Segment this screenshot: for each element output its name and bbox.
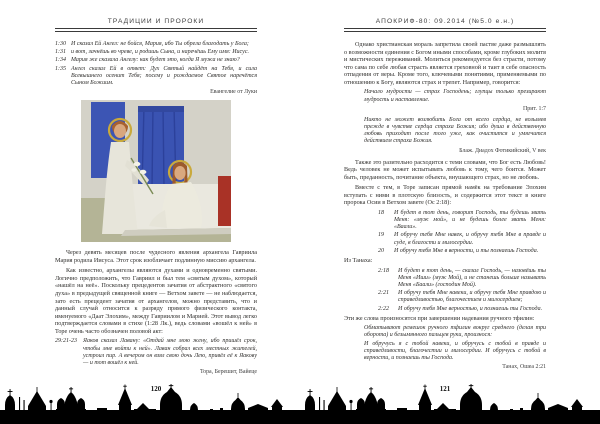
verse-text: и вот, зачнёшь во чреве, и родишь Сына, и наречёшь Ему имя: Иисус. bbox=[71, 49, 250, 56]
verse-row bbox=[55, 57, 257, 64]
torah-quote-block bbox=[55, 338, 257, 375]
verse-text: И сказал Ей Ангел: не бойся, Мария, ибо Ты обрела благодать у Бога; bbox=[71, 41, 249, 47]
verse-number: 1:34 bbox=[55, 57, 66, 64]
verse-row bbox=[378, 306, 546, 313]
page-number-left: 120 bbox=[150, 385, 162, 393]
body-paragraph: Как известно, архангелы являются духами и одновременно святыми. Логично предположить, что Гавриил и был тем «святым духом», который «нашёл на неё». Поскольку прецедентов зачатия от абстрактного «святого духа» в предыдущей священной книге — Ветхом завете — не наблюдается, зато есть прецедент зачатия от архангелов, можно представить, что и данный случай относится к разряду прямого физического контакта, именуемого «Даат Элохим», между Гавриилом и Марией. Этот вывод легко подтверждается словами в стихе (1:28 Лк.), ведь словами «вошёл к ней» в Торе очень часто обозначен половой акт: bbox=[55, 267, 257, 335]
verse-row bbox=[55, 66, 257, 88]
verse-number: 19 bbox=[378, 232, 384, 239]
diadochos-quote: Никто не может возлюбить Бога от всего сердца, не возымев прежде в чувстве сердца страха Божия; ибо душа в действенную любовь приходит после того уже, как очистится и умягчится действием страха Божия. bbox=[364, 116, 546, 145]
verse-row bbox=[55, 338, 257, 367]
left-running-header: ТРАДИЦИИ И ПРОРОКИ bbox=[107, 18, 205, 25]
verse-text: Мария же сказала Ангелу: как будет это, когда Я мужа не знаю? bbox=[71, 57, 240, 64]
right-header-rule bbox=[344, 28, 546, 32]
verse-row bbox=[378, 232, 546, 246]
annunciation-painting-illustration bbox=[81, 100, 231, 242]
quote-source: Тора, Берешит, Вайеце bbox=[199, 369, 257, 376]
right-running-header: АПОКРИФ-80: 09.2014 (№5.0 е.н.) bbox=[375, 18, 515, 25]
verse-row bbox=[55, 41, 257, 48]
verse-text: И обручу тебя Мне навеки, и обручу тебя Мне правдою и справедливостью, благочестием и милосердием; bbox=[398, 290, 546, 304]
verse-text: И будет в тот день, говорит Господь, ты будешь звать Меня: «муж мой», и не будешь более звать Меня: «Ваали». bbox=[394, 209, 546, 231]
red-hanging bbox=[218, 176, 231, 226]
quote-source: Танах, Ошеа 2:21 bbox=[502, 364, 546, 371]
hosea-tanakh-verses bbox=[378, 268, 546, 313]
verse-row bbox=[378, 290, 546, 304]
page-left bbox=[55, 18, 257, 378]
verse-number: 18 bbox=[378, 209, 384, 216]
verse-row bbox=[378, 210, 546, 232]
hosea-synodal-verses bbox=[378, 210, 546, 255]
tfilin-quote-block bbox=[344, 325, 546, 370]
left-header-rule bbox=[55, 28, 257, 32]
verse-text: Ангел сказал Ей в ответ: Дух Святый найдёт на Тебя, и сила Всевышнего осенит Тебя; посему и рождаемое Святое наречётся Сыном Божиим. bbox=[71, 65, 257, 86]
tfilin-quote-line: И обручусь я с тобой навеки, и обручусь с тобой в правде и справедливости, благочестии и милосердии. И обручусь с тобой в верности, и познаешь ты Господа. bbox=[364, 340, 546, 361]
mary-face bbox=[174, 166, 185, 180]
verse-number: 1:30 bbox=[55, 41, 66, 47]
verse-number: 29:21-23 bbox=[55, 338, 77, 345]
angel-face bbox=[114, 124, 126, 138]
verse-row bbox=[55, 49, 257, 56]
proverbs-quote: Начало мудрости — страх Господень; глупцы только презирают мудрость и наставление. bbox=[364, 89, 546, 103]
quote-source: Прит. 1:7 bbox=[523, 105, 546, 112]
body-paragraph: Вместе с тем, в Торе записан прямой намёк на требование Элохим вступать с ними в плотскую близость, и содержится этот текст в книге пророка Осии в Ветхом завете (Ос 2:18): bbox=[344, 184, 546, 207]
body-paragraph: Также это разительно расходится с теми словами, что Бог есть Любовь! Ведь человек не может испытывать любовь к тому, чего боится. Может быть, преданность, почитание объекта, внушающего страх, но не любовь. bbox=[344, 158, 546, 181]
body-paragraph: Через девять месяцев после чудесного явления архангела Гавриила Мария родила Иисуса. Этот срок изобличает подлинную миссию архангела. bbox=[55, 249, 257, 264]
quote-source: Блаж. Диадох Фотикийский, V век bbox=[459, 147, 546, 154]
verse-number: 2:22 bbox=[378, 305, 389, 312]
verse-number: 2:21 bbox=[378, 290, 389, 297]
verse-text: И обручу тебя Мне в верности, и ты познаешь Господа. bbox=[394, 247, 539, 254]
verse-number: 1:31 bbox=[55, 49, 66, 56]
epigraph-source: Евангелие от Луки bbox=[210, 89, 257, 96]
tfilin-quote-line: Обматывают ремешок ручного тфилин вокруг среднего (делая три оборота) и безымянного пальцев руки, произнося: bbox=[364, 325, 546, 339]
epigraph-luke bbox=[55, 41, 257, 95]
verse-row bbox=[378, 248, 546, 255]
body-paragraph: Эти же слова произносятся при завершении надевания ручного тфилин: bbox=[344, 314, 535, 322]
verse-number: 20 bbox=[378, 247, 384, 254]
body-paragraph: Однако христианская мораль запретила своей пастве даже размышлять о возможности единения с Богом иными способами, кроме глубоких молитв и мистических переживаний. Молиться рекомендуется без страсти, потому что сама по себе любая страсть является греховной и таит в себе опасность отпадения от веры. Кроме того, ключевыми понятиями, применяемыми по отношению к Богу, являются страх и трепет. Например, говорится: bbox=[344, 41, 546, 86]
verse-text: И обручу тебя Мне навек, и обручу тебя Мне в правде и суде, в благости и милосердии. bbox=[394, 232, 546, 246]
page-number-right: 121 bbox=[439, 385, 451, 393]
verse-text: Яаков сказал Лавану: «Отдай мне мою жену, ибо пришёл срок, чтобы мне войти к ней». Лаван собрал всех местных жителей, устроил пир. А вечером он взял свою дочь Лею, привёл её к Яакову — и тот вошёл к ней. bbox=[83, 338, 257, 366]
verse-number: 2:18 bbox=[378, 267, 389, 274]
verse-number: 1:35 bbox=[55, 65, 66, 72]
verse-row bbox=[378, 268, 546, 290]
verse-text: И будет в тот день, — сказал Господь, — назовёшь ты Меня «Иши» (муж Мой), и не станешь больше называть Меня «Баали» (господин Мой). bbox=[398, 267, 546, 288]
page-right bbox=[344, 18, 546, 378]
tanakh-label: Из Танаха: bbox=[344, 257, 373, 264]
verse-text: И обручу тебя Мне верностью, и познаешь ты Господа. bbox=[398, 305, 543, 312]
